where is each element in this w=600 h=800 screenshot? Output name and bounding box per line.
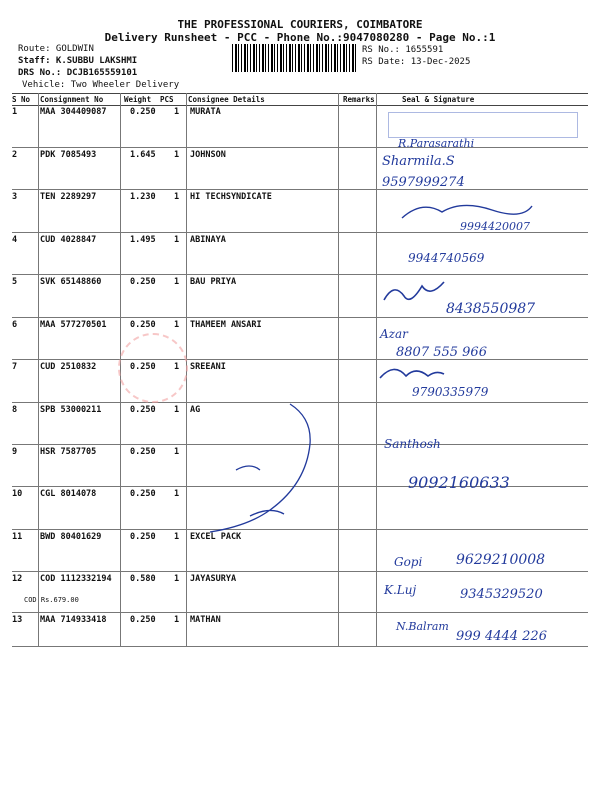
cell-pcs: 1 bbox=[174, 277, 180, 287]
cell-sno: 2 bbox=[12, 150, 18, 160]
cell-cons: MAA 714933418 bbox=[40, 615, 107, 625]
cell-pcs: 1 bbox=[174, 532, 180, 542]
cell-cons: SPB 53000211 bbox=[40, 405, 102, 415]
table-row bbox=[12, 444, 588, 487]
cell-sno: 3 bbox=[12, 192, 18, 202]
cell-wt: 0.250 bbox=[130, 107, 156, 117]
table-row bbox=[12, 232, 588, 275]
red-seal-stamp bbox=[118, 333, 188, 403]
sig-row6-name: Azar bbox=[380, 327, 408, 341]
sig-row9-phone: 9092160633 bbox=[408, 473, 510, 492]
cell-cons: CUD 4028847 bbox=[40, 235, 97, 245]
cod-note: COD Rs.679.00 bbox=[24, 596, 79, 604]
cell-wt: 0.250 bbox=[130, 362, 156, 372]
cell-sno: 12 bbox=[12, 574, 23, 584]
sig-row2-phone: 9597999274 bbox=[382, 175, 465, 190]
table-row bbox=[12, 486, 588, 530]
sig-row9-name: Santhosh bbox=[384, 437, 441, 451]
table-row bbox=[12, 189, 588, 233]
cell-pcs: 1 bbox=[174, 320, 180, 330]
sig-row13-phone: 999 4444 226 bbox=[456, 629, 547, 644]
cell-sno: 8 bbox=[12, 405, 18, 415]
cell-pcs: 1 bbox=[174, 362, 180, 372]
cell-sno: 11 bbox=[12, 532, 23, 542]
cell-cons: HSR 7587705 bbox=[40, 447, 97, 457]
cell-sno: 4 bbox=[12, 235, 18, 245]
cell-sno: 9 bbox=[12, 447, 18, 457]
cell-wt: 1.645 bbox=[130, 150, 156, 160]
cell-name: SREEANI bbox=[190, 362, 226, 372]
cell-pcs: 1 bbox=[174, 489, 180, 499]
vehicle: Vehicle: Two Wheeler Delivery bbox=[22, 80, 180, 90]
cell-name: JAYASURYA bbox=[190, 574, 237, 584]
sig-row12-name: K.Luj bbox=[384, 583, 417, 597]
col-divider bbox=[376, 93, 377, 646]
rs-number: RS No.: 1655591 bbox=[362, 45, 444, 55]
cell-sno: 1 bbox=[12, 107, 18, 117]
company-title: THE PROFESSIONAL COURIERS, COIMBATORE bbox=[177, 18, 423, 31]
col-divider bbox=[338, 93, 339, 646]
cell-wt: 0.250 bbox=[130, 615, 156, 625]
cell-wt: 0.250 bbox=[130, 320, 156, 330]
runsheet-title: Delivery Runsheet - PCC - Phone No.:9047080280 - Page No.:1 bbox=[104, 31, 496, 44]
cell-pcs: 1 bbox=[174, 447, 180, 457]
cell-wt: 1.495 bbox=[130, 235, 156, 245]
table-row bbox=[12, 274, 588, 318]
col-consignment: Consignment No bbox=[40, 95, 104, 104]
cell-sno: 7 bbox=[12, 362, 18, 372]
sig-row6-phone: 8807 555 966 bbox=[396, 345, 487, 360]
cell-name: JOHNSON bbox=[190, 150, 226, 160]
sig-row1: R.Parasarathi bbox=[398, 137, 475, 150]
col-sno: S No bbox=[12, 95, 31, 104]
barcode bbox=[232, 44, 358, 72]
cell-pcs: 1 bbox=[174, 150, 180, 160]
cell-wt: 0.580 bbox=[130, 574, 156, 584]
sig-row3-phone: 9994420007 bbox=[460, 220, 530, 233]
col-remarks: Remarks bbox=[343, 95, 375, 104]
cell-name: BAU PRIYA bbox=[190, 277, 237, 287]
table-row bbox=[12, 529, 588, 572]
cell-sno: 10 bbox=[12, 489, 23, 499]
col-divider bbox=[38, 93, 39, 646]
cell-cons: SVK 65148860 bbox=[40, 277, 102, 287]
rs-date: RS Date: 13-Dec-2025 bbox=[362, 57, 471, 67]
cell-cons: MAA 577270501 bbox=[40, 320, 107, 330]
cell-cons: CGL 8014078 bbox=[40, 489, 97, 499]
cell-wt: 0.250 bbox=[130, 447, 156, 457]
cell-cons: PDK 7085493 bbox=[40, 150, 97, 160]
sig-row13-name: N.Balram bbox=[396, 620, 449, 633]
cell-wt: 0.250 bbox=[130, 277, 156, 287]
sig-row11-phone: 9629210008 bbox=[456, 552, 546, 568]
cell-cons: TEN 2289297 bbox=[40, 192, 97, 202]
col-pcs: PCS bbox=[160, 95, 174, 104]
sig-row4-phone: 9944740569 bbox=[408, 251, 485, 265]
route: Route: GOLDWIN bbox=[18, 44, 94, 54]
cell-name: EXCEL PACK bbox=[190, 532, 242, 542]
cell-wt: 0.250 bbox=[130, 405, 156, 415]
cell-name: THAMEEM ANSARI bbox=[190, 320, 262, 330]
cell-sno: 6 bbox=[12, 320, 18, 330]
sig-row5-phone: 8438550987 bbox=[446, 301, 536, 317]
staff: Staff: K.SUBBU LAKSHMI bbox=[18, 56, 138, 66]
table-row bbox=[12, 402, 588, 445]
cell-name: HI TECHSYNDICATE bbox=[190, 192, 272, 202]
cell-name: AG bbox=[190, 405, 201, 415]
cell-wt: 0.250 bbox=[130, 489, 156, 499]
cell-wt: 1.230 bbox=[130, 192, 156, 202]
cell-cons: COD 1112332194 bbox=[40, 574, 112, 584]
cell-name: ABINAYA bbox=[190, 235, 226, 245]
drs-number: DRS No.: DCJB165559101 bbox=[18, 68, 138, 78]
cell-pcs: 1 bbox=[174, 405, 180, 415]
table-row bbox=[12, 571, 588, 613]
cell-pcs: 1 bbox=[174, 192, 180, 202]
cell-cons: MAA 304409087 bbox=[40, 107, 107, 117]
cell-pcs: 1 bbox=[174, 235, 180, 245]
cell-cons: BWD 80401629 bbox=[40, 532, 102, 542]
sig-row11-name: Gopi bbox=[394, 555, 423, 569]
cell-cons: CUD 2510832 bbox=[40, 362, 97, 372]
table-row bbox=[12, 359, 588, 403]
cell-pcs: 1 bbox=[174, 574, 180, 584]
cell-pcs: 1 bbox=[174, 107, 180, 117]
cell-sno: 5 bbox=[12, 277, 18, 287]
table-row bbox=[12, 612, 588, 647]
table-row bbox=[12, 317, 588, 360]
cell-wt: 0.250 bbox=[130, 532, 156, 542]
cell-sno: 13 bbox=[12, 615, 23, 625]
cell-name: MATHAN bbox=[190, 615, 221, 625]
col-seal: Seal & Signature bbox=[402, 95, 475, 104]
col-weight: Weight bbox=[124, 95, 152, 104]
sig-row12-phone: 9345329520 bbox=[460, 587, 543, 602]
cell-pcs: 1 bbox=[174, 615, 180, 625]
sig-row2-name: Sharmila.S bbox=[382, 154, 455, 169]
company-seal-stamp bbox=[388, 112, 578, 138]
col-consignee: Consignee Details bbox=[188, 95, 265, 104]
sig-row7-phone: 9790335979 bbox=[412, 385, 489, 399]
table-row bbox=[12, 147, 588, 190]
cell-name: MURATA bbox=[190, 107, 221, 117]
